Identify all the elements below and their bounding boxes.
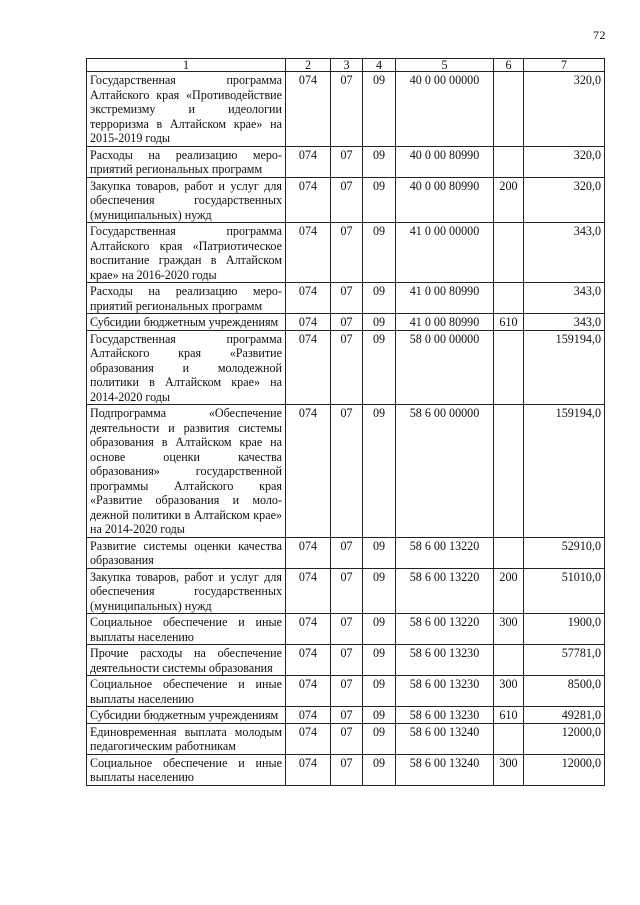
column-header-7: 7 bbox=[524, 59, 605, 72]
section-code: 07 bbox=[331, 314, 363, 331]
amount: 320,0 bbox=[524, 72, 605, 147]
amount: 8500,0 bbox=[524, 676, 605, 707]
amount: 320,0 bbox=[524, 146, 605, 177]
amount: 343,0 bbox=[524, 283, 605, 314]
amount: 159194,0 bbox=[524, 330, 605, 405]
target-article-code: 58 6 00 00000 bbox=[396, 405, 494, 538]
table-row bbox=[87, 283, 605, 314]
expense-type-code bbox=[494, 645, 524, 676]
table-row bbox=[87, 72, 605, 147]
section-code: 07 bbox=[331, 614, 363, 645]
ministry-code: 074 bbox=[286, 330, 331, 405]
ministry-code: 074 bbox=[286, 676, 331, 707]
subsection-code: 09 bbox=[363, 177, 396, 223]
section-code: 07 bbox=[331, 223, 363, 283]
row-name: Развитие системы оценки качества образования bbox=[87, 537, 286, 568]
section-code: 07 bbox=[331, 283, 363, 314]
column-header-3: 3 bbox=[331, 59, 363, 72]
amount: 159194,0 bbox=[524, 405, 605, 538]
subsection-code: 09 bbox=[363, 645, 396, 676]
ministry-code: 074 bbox=[286, 314, 331, 331]
section-code: 07 bbox=[331, 676, 363, 707]
row-name: Социальное обеспечение и иные выплаты населению bbox=[87, 676, 286, 707]
table-body bbox=[87, 72, 605, 786]
table-row bbox=[87, 723, 605, 754]
row-name: Закупка товаров, работ и услуг для обеспечения государственных (муниципальных) нужд bbox=[87, 568, 286, 614]
expense-type-code bbox=[494, 330, 524, 405]
amount: 343,0 bbox=[524, 314, 605, 331]
column-header-6: 6 bbox=[494, 59, 524, 72]
expense-type-code bbox=[494, 283, 524, 314]
target-article-code: 40 0 00 80990 bbox=[396, 146, 494, 177]
subsection-code: 09 bbox=[363, 614, 396, 645]
row-name: Единовременная выплата молодым педагогическим работникам bbox=[87, 723, 286, 754]
row-name: Субсидии бюджетным учреждениям bbox=[87, 314, 286, 331]
section-code: 07 bbox=[331, 723, 363, 754]
column-header-1: 1 bbox=[87, 59, 286, 72]
ministry-code: 074 bbox=[286, 754, 331, 785]
ministry-code: 074 bbox=[286, 568, 331, 614]
subsection-code: 09 bbox=[363, 223, 396, 283]
subsection-code: 09 bbox=[363, 330, 396, 405]
amount: 57781,0 bbox=[524, 645, 605, 676]
subsection-code: 09 bbox=[363, 72, 396, 147]
amount: 12000,0 bbox=[524, 754, 605, 785]
amount: 12000,0 bbox=[524, 723, 605, 754]
budget-table bbox=[86, 58, 605, 786]
section-code: 07 bbox=[331, 645, 363, 676]
expense-type-code: 200 bbox=[494, 568, 524, 614]
table-row bbox=[87, 537, 605, 568]
section-code: 07 bbox=[331, 754, 363, 785]
expense-type-code bbox=[494, 146, 524, 177]
subsection-code: 09 bbox=[363, 723, 396, 754]
ministry-code: 074 bbox=[286, 146, 331, 177]
table-row bbox=[87, 676, 605, 707]
table-row bbox=[87, 330, 605, 405]
section-code: 07 bbox=[331, 177, 363, 223]
subsection-code: 09 bbox=[363, 568, 396, 614]
table-row bbox=[87, 645, 605, 676]
row-name: Расходы на реализацию мероприятий региональных программ bbox=[87, 146, 286, 177]
section-code: 07 bbox=[331, 568, 363, 614]
subsection-code: 09 bbox=[363, 283, 396, 314]
table-row bbox=[87, 146, 605, 177]
row-name: Прочие расходы на обеспечение деятельности системы образования bbox=[87, 645, 286, 676]
target-article-code: 58 6 00 13220 bbox=[396, 537, 494, 568]
subsection-code: 09 bbox=[363, 676, 396, 707]
expense-type-code bbox=[494, 537, 524, 568]
target-article-code: 40 0 00 00000 bbox=[396, 72, 494, 147]
target-article-code: 41 0 00 80990 bbox=[396, 314, 494, 331]
expense-type-code: 300 bbox=[494, 754, 524, 785]
amount: 320,0 bbox=[524, 177, 605, 223]
expense-type-code bbox=[494, 223, 524, 283]
target-article-code: 58 6 00 13230 bbox=[396, 645, 494, 676]
row-name: Социальное обеспечение и иные выплаты населению bbox=[87, 614, 286, 645]
ministry-code: 074 bbox=[286, 614, 331, 645]
ministry-code: 074 bbox=[286, 177, 331, 223]
header-row bbox=[87, 59, 605, 72]
amount: 52910,0 bbox=[524, 537, 605, 568]
table-row bbox=[87, 405, 605, 538]
target-article-code: 58 6 00 13230 bbox=[396, 676, 494, 707]
expense-type-code: 610 bbox=[494, 314, 524, 331]
section-code: 07 bbox=[331, 330, 363, 405]
expense-type-code: 300 bbox=[494, 676, 524, 707]
subsection-code: 09 bbox=[363, 405, 396, 538]
section-code: 07 bbox=[331, 405, 363, 538]
row-name: Подпрограмма «Обеспечение деятельности и развития системы образования в Алтайском крае на основе оценки качества образования» государственной программы Алтайского края «Развитие образования и молодежной политики в Алтайском крае» на 2014-2020 годы bbox=[87, 405, 286, 538]
ministry-code: 074 bbox=[286, 283, 331, 314]
row-name: Расходы на реализацию мероприятий региональных программ bbox=[87, 283, 286, 314]
target-article-code: 58 6 00 13220 bbox=[396, 568, 494, 614]
ministry-code: 074 bbox=[286, 645, 331, 676]
subsection-code: 09 bbox=[363, 707, 396, 724]
column-header-2: 2 bbox=[286, 59, 331, 72]
expense-type-code bbox=[494, 723, 524, 754]
ministry-code: 074 bbox=[286, 223, 331, 283]
target-article-code: 41 0 00 80990 bbox=[396, 283, 494, 314]
subsection-code: 09 bbox=[363, 754, 396, 785]
ministry-code: 074 bbox=[286, 72, 331, 147]
section-code: 07 bbox=[331, 146, 363, 177]
amount: 343,0 bbox=[524, 223, 605, 283]
table-row bbox=[87, 707, 605, 724]
ministry-code: 074 bbox=[286, 537, 331, 568]
expense-type-code: 300 bbox=[494, 614, 524, 645]
amount: 51010,0 bbox=[524, 568, 605, 614]
amount: 49281,0 bbox=[524, 707, 605, 724]
row-name: Государственная программа Алтайского края «Развитие образования и молодежной политики в Алтайском крае» на 2014-2020 годы bbox=[87, 330, 286, 405]
table-row bbox=[87, 568, 605, 614]
row-name: Субсидии бюджетным учреждениям bbox=[87, 707, 286, 724]
section-code: 07 bbox=[331, 537, 363, 568]
target-article-code: 58 6 00 13220 bbox=[396, 614, 494, 645]
expense-type-code: 200 bbox=[494, 177, 524, 223]
page-number: 72 bbox=[593, 28, 606, 42]
row-name: Государственная программа Алтайского края «Противодействие экстремизму и идеологии терроризма в Алтайском крае» на 2015-2019 годы bbox=[87, 72, 286, 147]
column-header-5: 5 bbox=[396, 59, 494, 72]
table-header bbox=[87, 59, 605, 72]
expense-type-code bbox=[494, 72, 524, 147]
row-name: Закупка товаров, работ и услуг для обеспечения государственных (муниципальных) нужд bbox=[87, 177, 286, 223]
table-row bbox=[87, 614, 605, 645]
table-row bbox=[87, 754, 605, 785]
target-article-code: 40 0 00 80990 bbox=[396, 177, 494, 223]
subsection-code: 09 bbox=[363, 537, 396, 568]
table-row bbox=[87, 177, 605, 223]
expense-type-code bbox=[494, 405, 524, 538]
subsection-code: 09 bbox=[363, 314, 396, 331]
expense-type-code: 610 bbox=[494, 707, 524, 724]
target-article-code: 58 6 00 13240 bbox=[396, 723, 494, 754]
ministry-code: 074 bbox=[286, 405, 331, 538]
table-row bbox=[87, 223, 605, 283]
table-row bbox=[87, 314, 605, 331]
row-name: Социальное обеспечение и иные выплаты населению bbox=[87, 754, 286, 785]
section-code: 07 bbox=[331, 707, 363, 724]
amount: 1900,0 bbox=[524, 614, 605, 645]
target-article-code: 58 0 00 00000 bbox=[396, 330, 494, 405]
subsection-code: 09 bbox=[363, 146, 396, 177]
ministry-code: 074 bbox=[286, 723, 331, 754]
column-header-4: 4 bbox=[363, 59, 396, 72]
target-article-code: 58 6 00 13230 bbox=[396, 707, 494, 724]
target-article-code: 41 0 00 00000 bbox=[396, 223, 494, 283]
row-name: Государственная программа Алтайского края «Патриотическое воспитание граждан в Алтайском крае» на 2016-2020 годы bbox=[87, 223, 286, 283]
section-code: 07 bbox=[331, 72, 363, 147]
ministry-code: 074 bbox=[286, 707, 331, 724]
target-article-code: 58 6 00 13240 bbox=[396, 754, 494, 785]
